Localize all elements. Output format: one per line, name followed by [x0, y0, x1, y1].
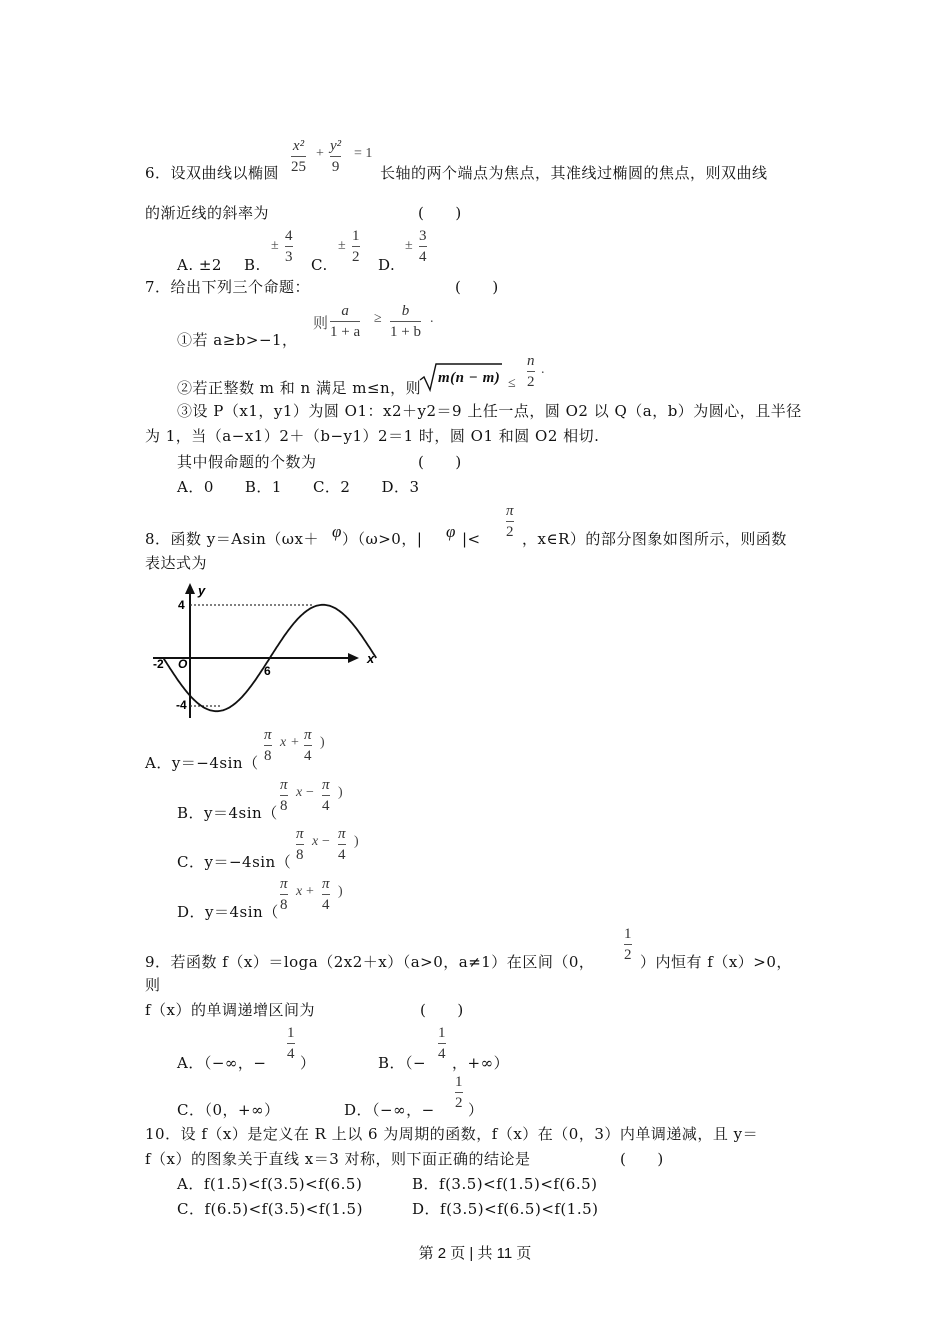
x-axis-label: x: [367, 651, 375, 666]
q10-option-d: D．f(3.5)<f(6.5)<f(1.5): [412, 1200, 599, 1218]
ellipse-x-fraction: x² 25: [291, 138, 306, 175]
q6-d-fraction: 3 4: [419, 228, 427, 265]
ellipse-rhs: = 1: [354, 146, 373, 161]
q9-line3: f（x）的单调递增区间为: [145, 1001, 316, 1019]
q6-continuation: 长轴的两个端点为焦点，其准线过椭圆的焦点，则双曲线: [380, 164, 768, 182]
q6-option-d: D.: [378, 256, 396, 274]
q7-p1-fraction-b: b 1 + b: [390, 303, 421, 340]
q6-option-b: B.: [244, 256, 261, 274]
q7-question-paren: ( ): [418, 453, 462, 471]
sine-graph: [145, 578, 385, 723]
q6-b-fraction: 4 3: [285, 228, 293, 265]
q7-p2-fraction: n 2: [527, 353, 535, 390]
q6-line2: 的渐近线的斜率为: [145, 204, 270, 222]
q7-question: 其中假命题的个数为: [177, 453, 317, 471]
y-axis-arrow-icon: [185, 583, 195, 594]
q10-option-b: B．f(3.5)<f(1.5)<f(6.5): [412, 1175, 598, 1193]
q10-option-c: C．f(6.5)<f(3.5)<f(1.5): [177, 1200, 363, 1218]
y-axis-label: y: [198, 583, 206, 598]
q7-p1-fraction-a: a 1 + a: [330, 303, 361, 340]
q9-option-c: C．（0，+∞）: [177, 1101, 280, 1119]
x-axis-arrow-icon: [348, 653, 359, 663]
q6-answer-paren: ( ): [418, 204, 462, 222]
q7-p2-sqrt-content: m(n − m): [438, 370, 501, 386]
q6-c-fraction: 1 2: [352, 228, 360, 265]
q6-option-a: A. ±2: [177, 256, 222, 274]
q9-continuation: ）内恒有 f（x）>0，: [640, 953, 792, 971]
q8-line2: 表达式为: [145, 554, 208, 572]
q8-intro: 8．函数 y＝Asin（ωx＋: [145, 530, 319, 548]
q7-proposition-2: ②若正整数 m 和 n 满足 m≤n，则: [177, 379, 422, 397]
q7-proposition-1: ①若 a≥b>−1，: [177, 331, 298, 349]
tick-minus-4: -4: [176, 698, 187, 712]
q7-options: A．0 B．1 C．2 D．3: [177, 478, 420, 496]
q10-answer-paren: ( ): [620, 1150, 664, 1168]
q8-continuation: ，x∈R）的部分图象如图所示，则函数: [522, 530, 787, 548]
q7-proposition-3-line2: 为 1，当（a−x1）2＋（b−y1）2＝1 时，圆 O1 和圆 O2 相切.: [145, 427, 600, 445]
q10-option-a: A．f(1.5)<f(3.5)<f(6.5): [177, 1175, 363, 1193]
tick-4: 4: [178, 598, 185, 612]
tick-minus-2: -2: [153, 657, 164, 671]
origin-label: O: [178, 657, 188, 671]
q6-intro: 6．设双曲线以椭圆: [145, 164, 280, 182]
q7-answer-paren: ( ): [455, 278, 499, 296]
q10-line1: 10．设 f（x）是定义在 R 上以 6 为周期的函数，f（x）在（0，3）内单调递减，且 y＝: [145, 1125, 759, 1143]
tick-6: 6: [264, 664, 271, 678]
page-footer: 第 2 页 | 共 11 页: [418, 1245, 532, 1262]
ellipse-y-fraction: y² 9: [330, 138, 342, 175]
q8-pi-half-fraction: π 2: [506, 503, 514, 540]
q7-intro: 7．给出下列三个命题：: [145, 278, 311, 296]
q9-interval-fraction: 1 2: [624, 926, 632, 963]
q9-answer-paren: ( ): [420, 1001, 464, 1019]
q9-intro: 9．若函数 f（x）＝loga（2x2＋x）（a>0，a≠1）在区间（0，: [145, 953, 595, 971]
q10-line2: f（x）的图象关于直线 x＝3 对称，则下面正确的结论是: [145, 1150, 531, 1168]
q7-proposition-3-line1: ③设 P（x1，y1）为圆 O1：x2＋y2＝9 上任一点，圆 O2 以 Q（a，b）为圆心，且半径: [177, 402, 802, 420]
q6-option-c: C.: [311, 256, 328, 274]
